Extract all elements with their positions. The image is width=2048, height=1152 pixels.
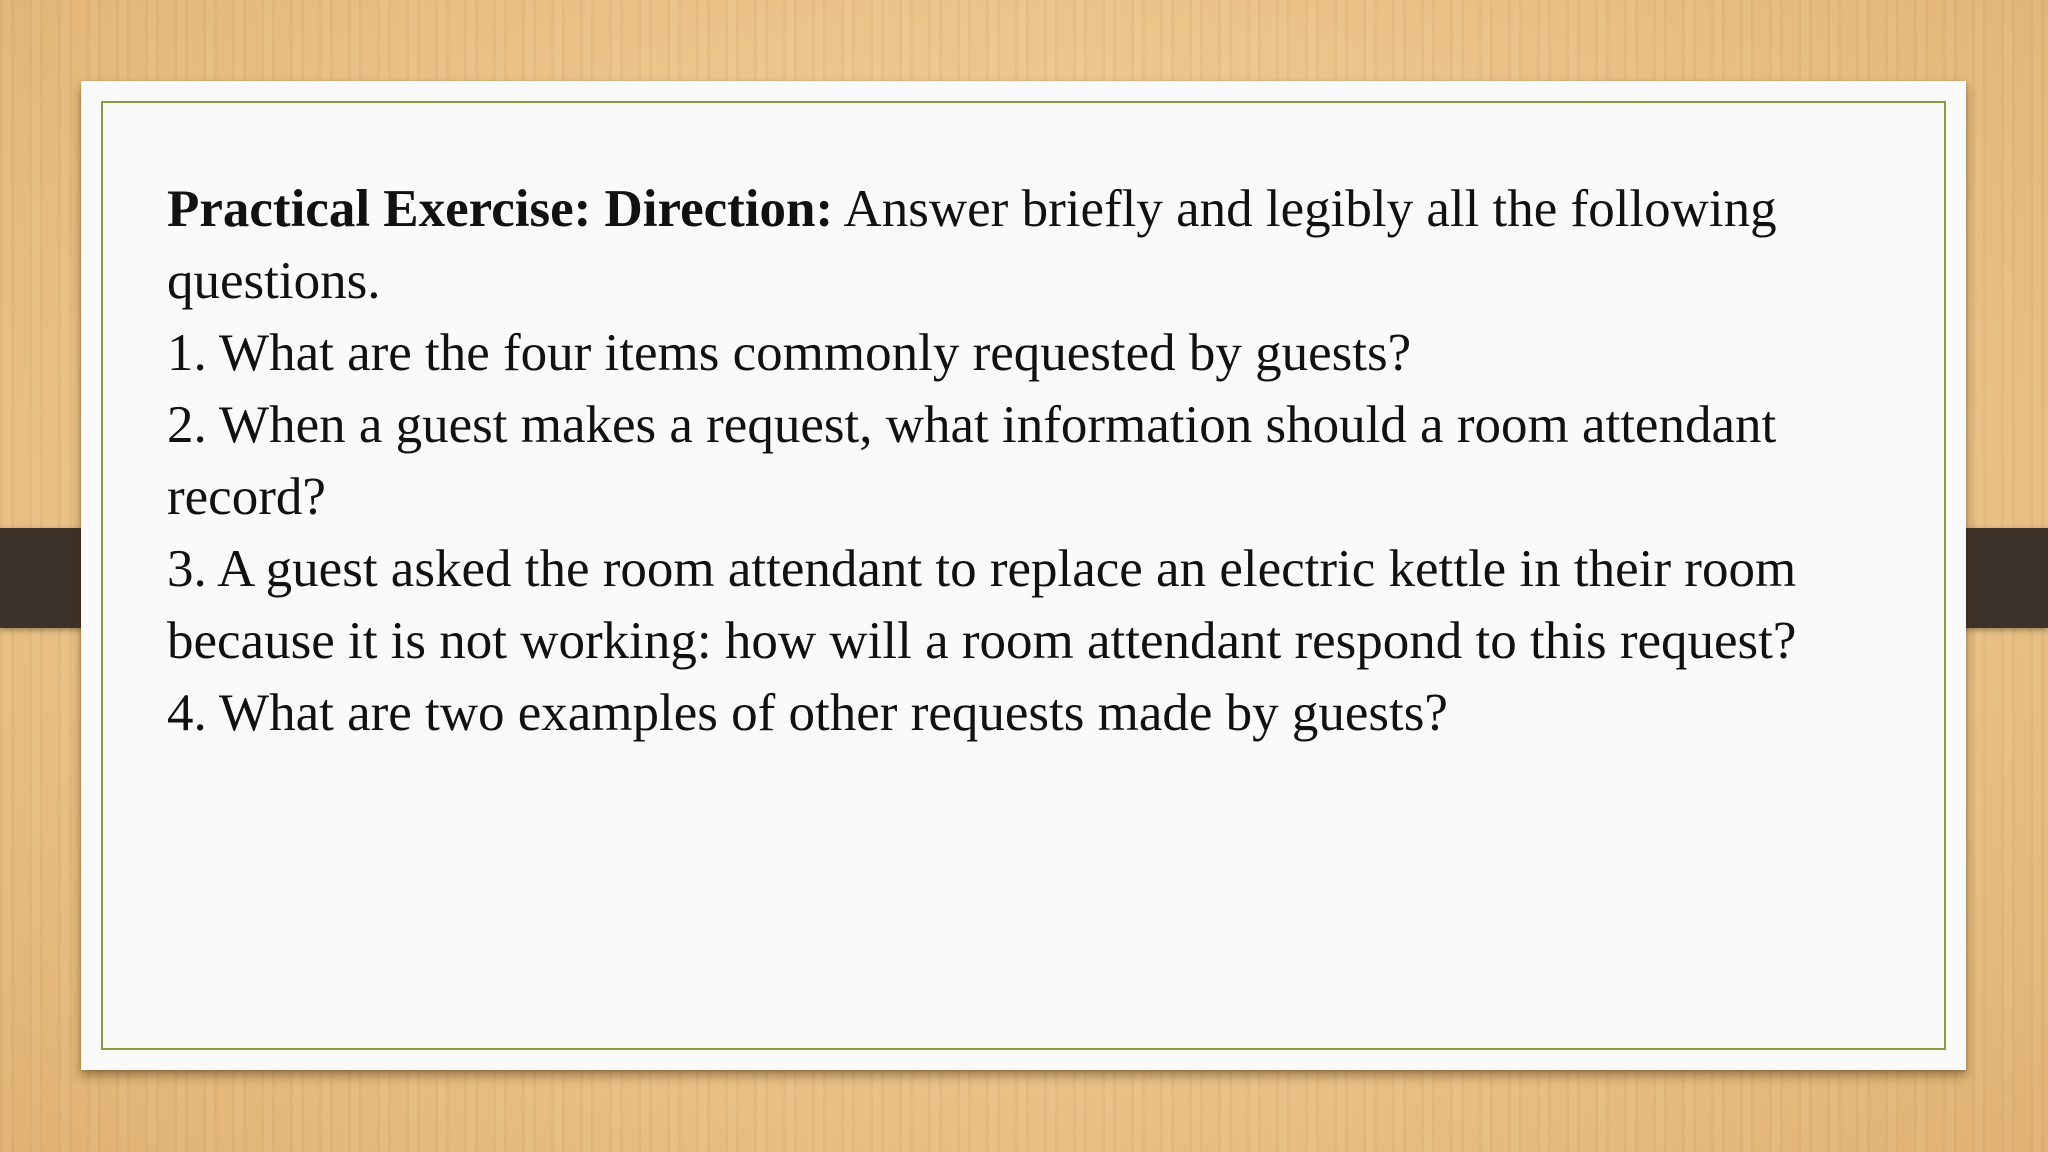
question-item: 1. What are the four items commonly requested by guests? (167, 324, 1412, 382)
question-item: 2. When a guest makes a request, what information should a room attendant record? (167, 396, 1777, 526)
slide-card (81, 81, 1966, 1070)
question-item: 3. A guest asked the room attendant to replace an electric kettle in their room because it is not working: how will a room attendant respond to this request? (167, 540, 1797, 670)
direction-text: Answer briefly and legibly all the following questions. (167, 180, 1777, 310)
slide-content (167, 173, 1907, 749)
question-item: 4. What are two examples of other requests made by guests? (167, 684, 1448, 742)
direction-label: Practical Exercise: Direction: (167, 180, 834, 238)
direction-paragraph (167, 173, 1907, 317)
